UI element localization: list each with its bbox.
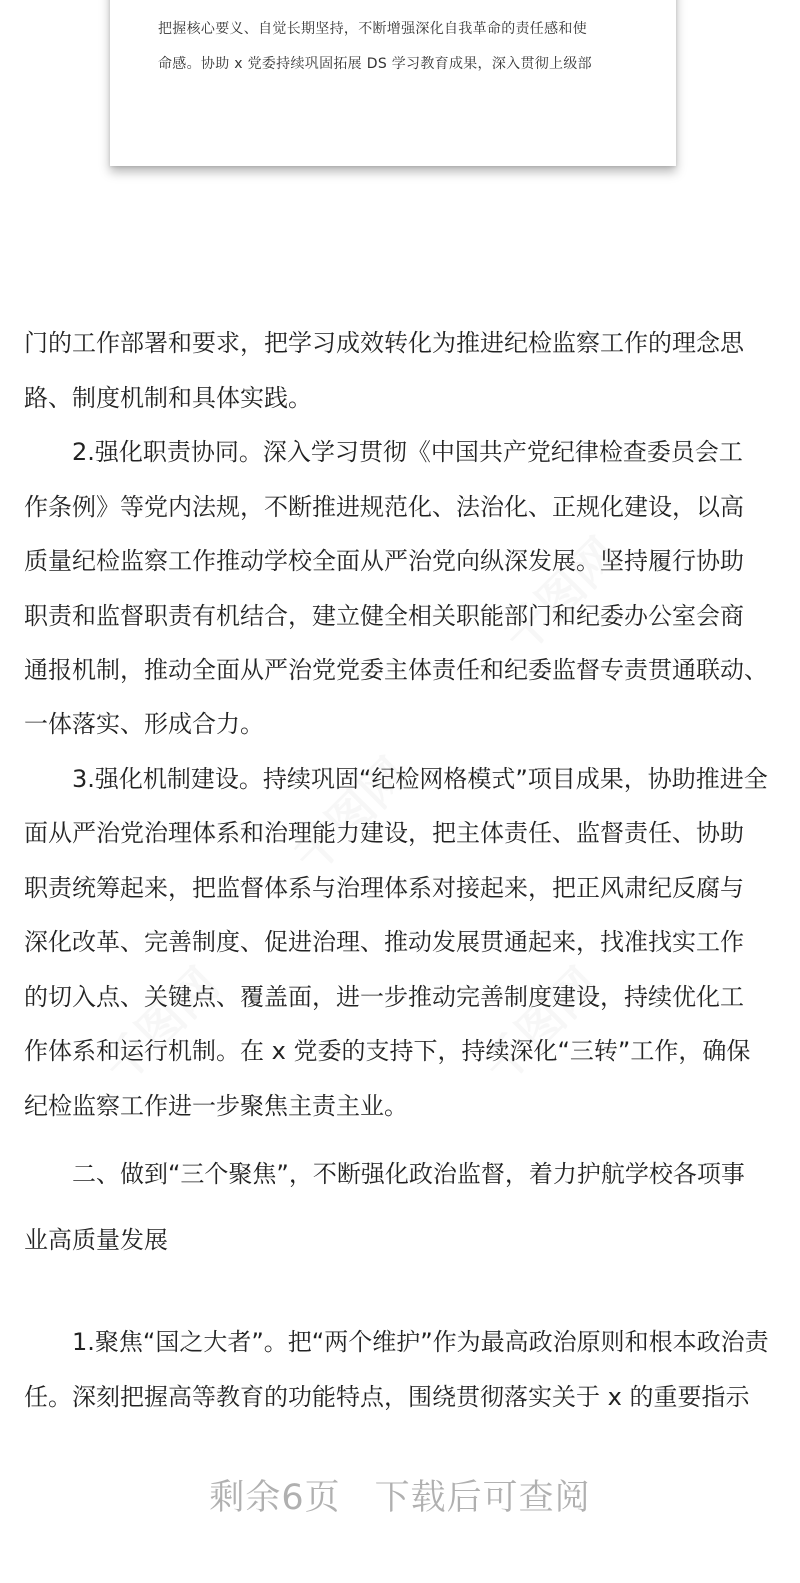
text-line: 的切入点、关键点、覆盖面，进一步推动完善制度建设，持续优化工 <box>24 983 744 1011</box>
text-line: 通报机制，推动全面从严治党党委主体责任和纪委监督专责贯通联动、 <box>24 656 768 684</box>
preview-line: 把握核心要义、自觉长期坚持，不断增强深化自我革命的责任感和使 <box>158 21 587 37</box>
preview-line: 命感。协助 x 党委持续巩固拓展 DS 学习教育成果，深入贯彻上级部 <box>158 56 592 72</box>
text-line: 深化改革、完善制度、促进治理、推动发展贯通起来，找准找实工作 <box>24 928 744 956</box>
text-line: 质量纪检监察工作推动学校全面从严治党向纵深发展。坚持履行协助 <box>24 547 744 575</box>
paragraph-start: 3.强化机制建设。持续巩固“纪检网格模式”项目成果，协助推进全 <box>72 765 768 793</box>
text-line: 一体落实、形成合力。 <box>24 710 264 738</box>
section-heading-cont: 业高质量发展 <box>24 1226 168 1254</box>
text-line: 作体系和运行机制。在 x 党委的支持下，持续深化“三转”工作，确保 <box>24 1037 751 1065</box>
text-line: 路、制度机制和具体实践。 <box>24 384 312 412</box>
watermark: 千图网 <box>93 957 230 1094</box>
watermark: 千图网 <box>473 957 610 1094</box>
document-preview-card <box>110 0 676 166</box>
text-line: 门的工作部署和要求，把学习成效转化为推进纪检监察工作的理念思 <box>24 329 744 357</box>
text-line: 任。深刻把握高等教育的功能特点，围绕贯彻落实关于 x 的重要指示 <box>24 1383 750 1411</box>
watermark: 千图网 <box>283 747 420 884</box>
text-line: 职责和监督职责有机结合，建立健全相关职能部门和纪委办公室会商 <box>24 602 744 630</box>
section-heading: 二、做到“三个聚焦”，不断强化政治监督，着力护航学校各项事 <box>72 1160 745 1188</box>
download-prompt-banner[interactable] <box>0 1470 800 1520</box>
text-line: 职责统筹起来，把监督体系与治理体系对接起来，把正风肃纪反腐与 <box>24 874 744 902</box>
download-to-view-label: 下载后可查阅 <box>374 1478 591 1518</box>
text-line: 作条例》等党内法规，不断推进规范化、法治化、正规化建设，以高 <box>24 493 744 521</box>
paragraph-start: 2.强化职责协同。深入学习贯彻《中国共产党纪律检查委员会工 <box>72 438 743 466</box>
remaining-pages-label: 剩余6页 <box>209 1478 341 1518</box>
paragraph-start: 1.聚焦“国之大者”。把“两个维护”作为最高政治原则和根本政治责 <box>72 1328 769 1356</box>
watermark: 千图网 <box>493 527 630 664</box>
text-line: 面从严治党治理体系和治理能力建设，把主体责任、监督责任、协助 <box>24 819 744 847</box>
text-line: 纪检监察工作进一步聚焦主责主业。 <box>24 1092 408 1120</box>
